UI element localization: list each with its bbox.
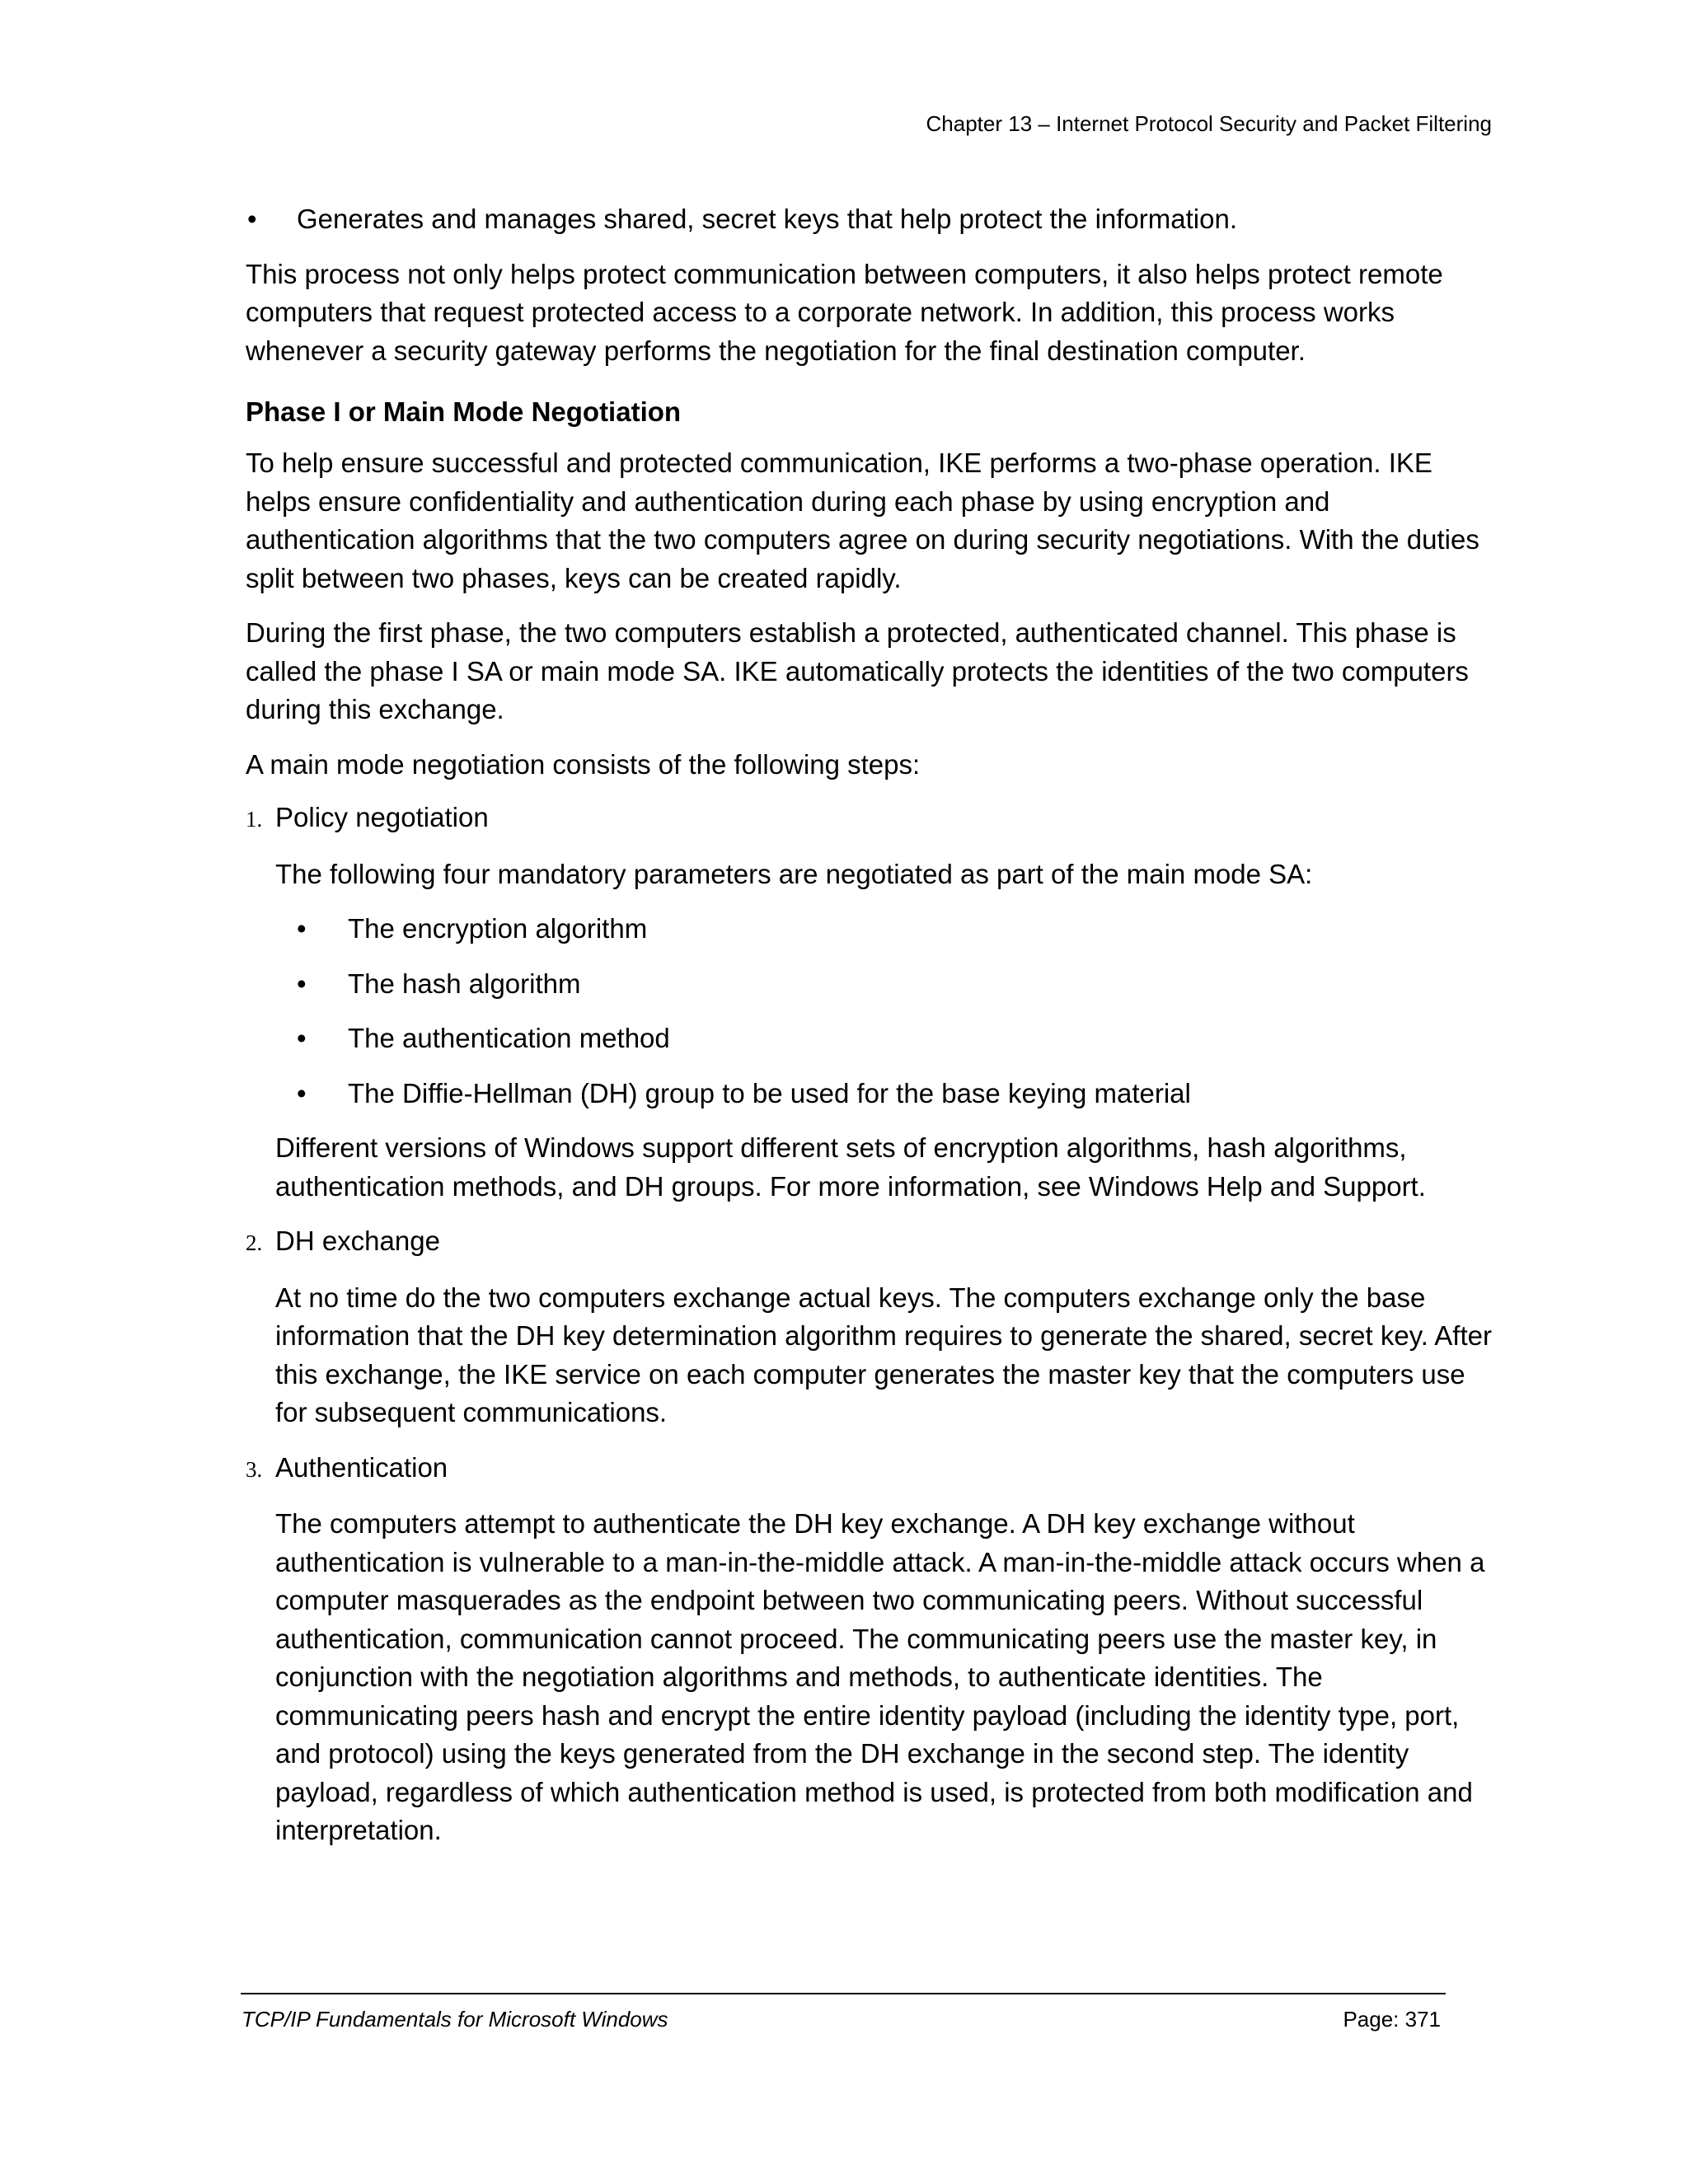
step-number: 1. — [246, 807, 263, 832]
list-item — [295, 910, 1498, 949]
step-heading — [246, 1222, 1498, 1263]
page-body — [246, 200, 1498, 1867]
step-number: 3. — [246, 1456, 263, 1482]
running-header: Chapter 13 – Internet Protocol Security and Packet Filtering — [926, 111, 1492, 136]
step-heading — [246, 1449, 1498, 1489]
section-paragraph-2: During the first phase, the two computers establish a protected, authenticated channel. This phase is called the phase I SA or main mode SA. IKE automatically protects the identities of the two computers during this exchange. — [246, 617, 1469, 724]
list-item — [295, 965, 1498, 1004]
step-body — [275, 855, 1498, 1207]
section-paragraph-1: To help ensure successful and protected communication, IKE performs a two-phase operation. IKE helps ensure confidentiality and authentication during each phase by using encryption and authentication algorithms that the two computers agree on during security negotiations. With the duties split between two phases, keys can be created rapidly. — [246, 448, 1479, 593]
step-dh-exchange — [246, 1222, 1498, 1432]
bullet-icon: • — [297, 968, 307, 999]
step-body — [275, 1279, 1498, 1432]
step-title: Authentication — [275, 1451, 448, 1483]
intro-bullet-text: Generates and manages shared, secret keys that help protect the information. — [297, 204, 1237, 234]
bullet-icon: • — [247, 204, 257, 234]
step-paragraph: Different versions of Windows support different sets of encryption algorithms, hash algorithms, authentication methods, and DH groups. For more information, see Windows Help and Support. — [275, 1132, 1426, 1202]
footer-divider — [241, 1993, 1446, 1994]
footer-book-title: TCP/IP Fundamentals for Microsoft Windows — [241, 2007, 668, 2032]
step-paragraph: At no time do the two computers exchange actual keys. The computers exchange only the base information that the DH key determination algorithm requires to generate the shared, secret key. After this exchange, the IKE service on each computer generates the master key that the computers use for subsequent communications. — [275, 1282, 1492, 1427]
step-title: DH exchange — [275, 1226, 440, 1256]
step-policy-negotiation — [246, 799, 1498, 1206]
step-number: 2. — [246, 1230, 263, 1255]
list-item-text: The authentication method — [348, 1023, 670, 1053]
step-title: Policy negotiation — [275, 802, 489, 832]
step-lead-text: The following four mandatory parameters are negotiated as part of the main mode SA: — [275, 858, 1313, 889]
parameter-list — [295, 910, 1498, 1113]
list-item-text: The encryption algorithm — [348, 913, 648, 944]
list-item-text: The Diffie-Hellman (DH) group to be used for the base keying material — [348, 1077, 1191, 1108]
bullet-icon: • — [297, 1077, 307, 1108]
section-paragraph-3: A main mode negotiation consists of the following steps: — [246, 748, 921, 780]
list-item — [295, 1075, 1498, 1113]
list-item-text: The hash algorithm — [348, 968, 581, 999]
list-item — [295, 1019, 1498, 1058]
section-heading: Phase I or Main Mode Negotiation — [246, 396, 682, 427]
step-paragraph: The computers attempt to authenticate the DH key exchange. A DH key exchange without authentication is vulnerable to a man-in-the-middle attack. A man-in-the-middle attack occurs when a computer masquerades as the endpoint between two communicating peers. Without successful authentication, communication cannot proceed. The communicating peers use the master key, in conjunction with the negotiation algorithms and methods, to authenticate identities. The communicating peers hash and encrypt the entire identity payload (including the identity type, port, and protocol) using the keys generated from the DH exchange in the second step. The identity payload, regardless of which authentication method is used, is protected from both modification and interpretation. — [275, 1508, 1485, 1845]
intro-bullet-item — [246, 200, 1498, 239]
step-heading — [246, 799, 1498, 839]
step-authentication — [246, 1449, 1498, 1850]
footer-page-number: Page: 371 — [1343, 2007, 1441, 2032]
bullet-icon: • — [297, 1023, 307, 1053]
step-body — [275, 1505, 1498, 1850]
intro-paragraph: This process not only helps protect communication between computers, it also helps protect remote computers that request protected access to a corporate network. In addition, this process works whenever a security gateway performs the negotiation for the final destination computer. — [246, 258, 1443, 366]
bullet-icon: • — [297, 913, 307, 944]
